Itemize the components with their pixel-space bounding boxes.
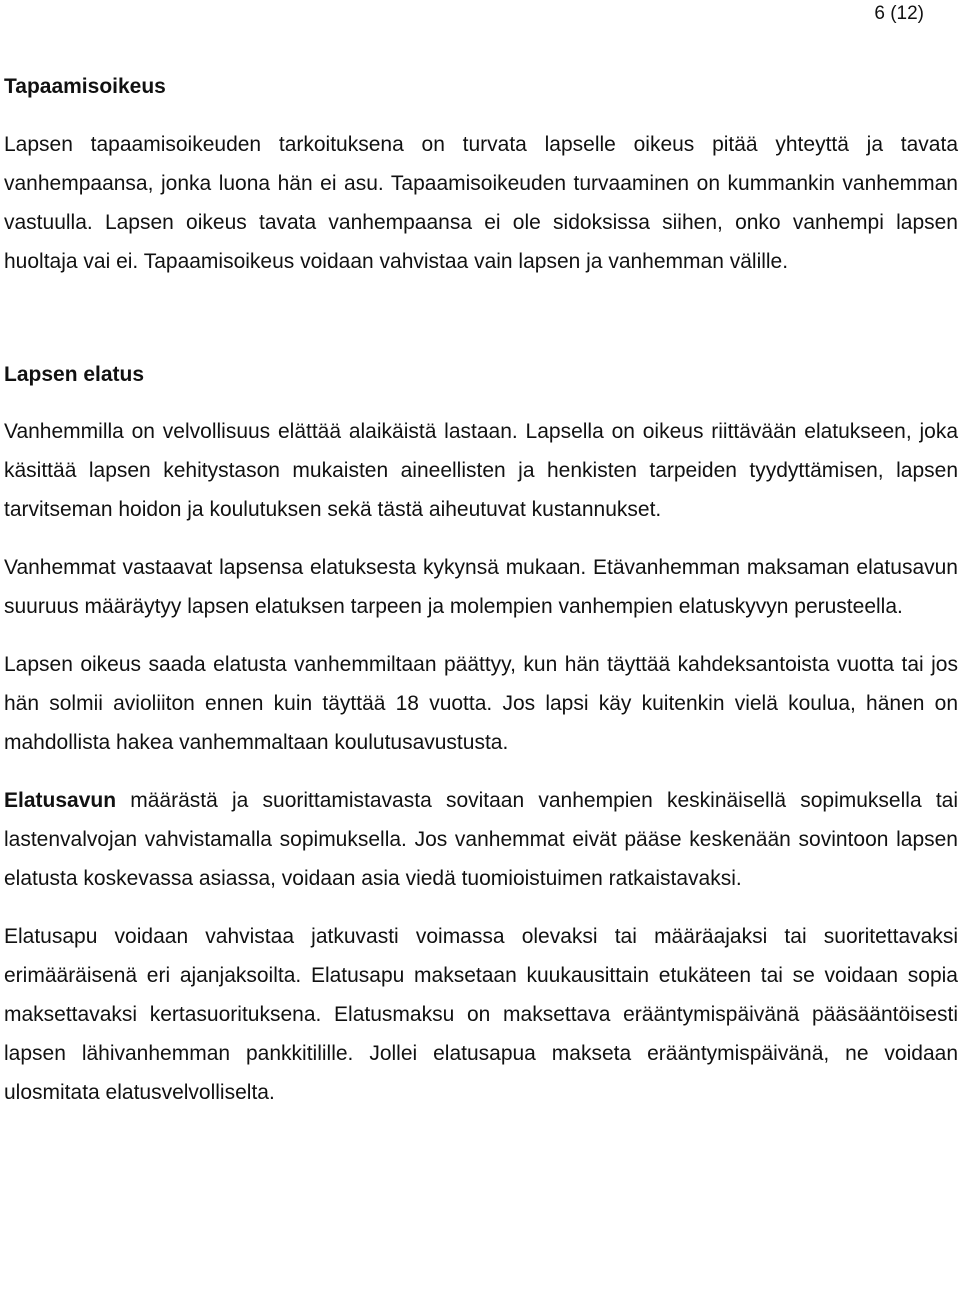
section-heading-tapaamisoikeus: Tapaamisoikeus xyxy=(4,75,166,98)
bold-term-elatusavun: Elatusavun xyxy=(4,789,117,812)
document-body xyxy=(4,68,958,1112)
paragraph-elatus-4-text: määrästä ja suorittamistavasta sovitaan vanhempien keskinäisellä sopimuksella tai lastenvalvojan vahvistamalla sopimuksella. Jos vanhemmat eivät pääse keskenään sovintoon lapsen elatusta koskevassa asiassa, voidaan asia viedä tuomioistuimen ratkaistavaksi. xyxy=(4,789,958,890)
page-number: 6 (12) xyxy=(874,3,924,24)
paragraph-elatus-4 xyxy=(4,781,958,898)
paragraph-elatus-1: Vanhemmilla on velvollisuus elättää alaikäistä lastaan. Lapsella on oikeus riittävään elatukseen, joka käsittää lapsen kehitystason mukaisten aineellisten ja henkisten tarpeiden tyydyttämisen, lapsen tarvitseman hoidon ja koulutuksen sekä tästä aiheutuvat kustannukset. xyxy=(4,420,958,521)
paragraph-tapaamisoikeus: Lapsen tapaamisoikeuden tarkoituksena on turvata lapselle oikeus pitää yhteyttä ja tavata vanhempaansa, jonka luona hän ei asu. Tapaamisoikeuden turvaaminen on kummankin vanhemman vastuulla. Lapsen oikeus tavata vanhempaansa ei ole sidoksissa siihen, onko vanhempi lapsen huoltaja vai ei. Tapaamisoikeus voidaan vahvistaa vain lapsen ja vanhemman välille. xyxy=(4,133,958,273)
section-lapsen-elatus xyxy=(4,356,958,1112)
paragraph-elatus-3: Lapsen oikeus saada elatusta vanhemmiltaan päättyy, kun hän täyttää kahdeksantoista vuotta tai jos hän solmii avioliiton ennen kuin täyttää 18 vuotta. Jos lapsi käy kuitenkin vielä koulua, hänen on mahdollista hakea vanhemmaltaan koulutusavustusta. xyxy=(4,653,958,754)
section-tapaamisoikeus xyxy=(4,68,958,281)
paragraph-elatus-5: Elatusapu voidaan vahvistaa jatkuvasti voimassa olevaksi tai määräajaksi tai suoritettavaksi erimääräisenä eri ajanjaksoilta. Elatusapu maksetaan kuukausittain etukäteen tai se voidaan sopia maksettavaksi kertasuorituksena. Elatusmaksu on maksettava erääntymispäivänä pääsääntöisesti lapsen lähivanhemman pankkitilille. Jollei elatusapua makseta erääntymispäivänä, ne voidaan ulosmitata elatusvelvolliselta. xyxy=(4,925,958,1104)
section-heading-lapsen-elatus: Lapsen elatus xyxy=(4,363,145,386)
paragraph-elatus-2: Vanhemmat vastaavat lapsensa elatuksesta kykynsä mukaan. Etävanhemman maksaman elatusavun suuruus määräytyy lapsen elatuksen tarpeen ja molempien vanhempien elatuskyvyn perusteella. xyxy=(4,556,958,618)
